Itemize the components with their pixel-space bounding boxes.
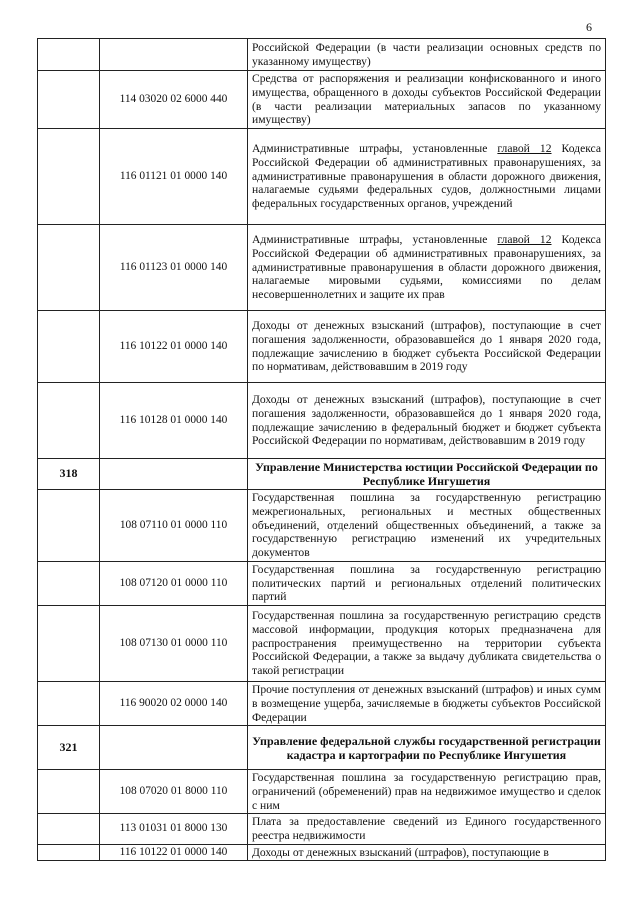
description-text: Административные штрафы, установленные [252,233,498,247]
agency-name-cell: Управление Министерства юстиции Российской Федерации по Республике Ингушетия [248,459,606,490]
description-text: Административные штрафы, установленные [252,142,498,156]
admin-code-cell [38,770,100,814]
page-number: 6 [586,20,592,34]
budget-code-cell: 116 10128 01 0000 140 [100,383,248,459]
agency-row [38,726,606,770]
admin-code-cell [38,844,100,861]
description-cell [248,129,606,225]
admin-code-cell [38,71,100,129]
admin-code-cell [38,814,100,844]
budget-code-cell [100,459,248,490]
description-cell [248,225,606,311]
agency-row [38,459,606,490]
description-cell: Государственная пошлина за государственную регистрацию межрегиональных, региональных и местных общественных объединений, отделений общественных объединений, а также за государственную регистрацию изменений их учредительных документов [248,490,606,562]
chapter-link[interactable]: главой 12 [497,233,552,247]
admin-code-cell [38,311,100,383]
budget-code-cell: 108 07020 01 8000 110 [100,770,248,814]
description-cell: Государственная пошлина за государственную регистрацию средств массовой информации, продукция которых предназначена для распространения преимущественно на территории субъекта Российской Федерации, а также за выдачу дубликата свидетельства о такой регистрации [248,606,606,682]
description-cell: Средства от распоряжения и реализации конфискованного и иного имущества, обращенного в доходы субъектов Российской Федерации (в части реализации материальных запасов по указанному имуществу) [248,71,606,129]
budget-code-cell: 108 07110 01 0000 110 [100,490,248,562]
admin-code-cell: 318 [38,459,100,490]
budget-code-cell: 116 10122 01 0000 140 [100,844,248,861]
admin-code-cell [38,606,100,682]
admin-code-cell: 321 [38,726,100,770]
description-cell: Прочие поступления от денежных взысканий (штрафов) и иных сумм в возмещение ущерба, зачисляемые в бюджеты субъектов Российской Федерации [248,682,606,726]
table-row [38,129,606,225]
table-row [38,383,606,459]
description-cell: Доходы от денежных взысканий (штрафов), поступающие в [248,844,606,861]
table-row [38,39,606,71]
budget-code-cell: 114 03020 02 6000 440 [100,71,248,129]
table-row [38,814,606,844]
budget-code-cell: 116 01123 01 0000 140 [100,225,248,311]
budget-code-cell: 113 01031 01 8000 130 [100,814,248,844]
table-row [38,311,606,383]
table-row [38,844,606,861]
table-row [38,71,606,129]
revenue-codes-table [37,38,606,861]
description-cell: Государственная пошлина за государственную регистрацию политических партий и региональных отделений политических партий [248,562,606,606]
description-cell: Плата за предоставление сведений из Единого государственного реестра недвижимости [248,814,606,844]
admin-code-cell [38,490,100,562]
admin-code-cell [38,562,100,606]
description-cell: Российской Федерации (в части реализации основных средств по указанному имуществу) [248,39,606,71]
table-row [38,682,606,726]
admin-code-cell [38,129,100,225]
table-row [38,490,606,562]
table-row [38,770,606,814]
budget-code-cell [100,39,248,71]
description-cell: Государственная пошлина за государственную регистрацию прав, ограничений (обременений) прав на недвижимое имущество и сделок с ним [248,770,606,814]
budget-code-cell: 108 07130 01 0000 110 [100,606,248,682]
admin-code-cell [38,383,100,459]
chapter-link[interactable]: главой 12 [497,142,552,156]
agency-name-cell: Управление федеральной службы государственной регистрации кадастра и картографии по Республике Ингушетия [248,726,606,770]
table-row [38,225,606,311]
description-cell: Доходы от денежных взысканий (штрафов), поступающие в счет погашения задолженности, образовавшейся до 1 января 2020 года, подлежащие зачислению в бюджет субъекта Российской Федерации по нормативам, действовавшим в 2019 году [248,311,606,383]
budget-code-cell: 116 90020 02 0000 140 [100,682,248,726]
description-cell: Доходы от денежных взысканий (штрафов), поступающие в счет погашения задолженности, образовавшейся до 1 января 2020 года, подлежащие зачислению в федеральный бюджет и бюджет субъекта Российской Федерации по нормативам, действовавшим в 2019 году [248,383,606,459]
budget-code-cell [100,726,248,770]
admin-code-cell [38,225,100,311]
admin-code-cell [38,682,100,726]
table-row [38,562,606,606]
budget-code-cell: 116 10122 01 0000 140 [100,311,248,383]
description-text: Кодекса Российской Федерации об административных правонарушениях, за административные правонарушения в области дорожного движения, налагаемые судьями федеральных судов, должностными лицами федеральных государственных органов, учреждений [252,142,601,211]
budget-code-cell: 116 01121 01 0000 140 [100,129,248,225]
table-row [38,606,606,682]
budget-code-cell: 108 07120 01 0000 110 [100,562,248,606]
description-text: Кодекса Российской Федерации об административных правонарушениях, за административные правонарушения в области дорожного движения, налагаемые мировыми судьями, комиссиями по делам несовершеннолетних и защите их прав [252,233,601,302]
admin-code-cell [38,39,100,71]
